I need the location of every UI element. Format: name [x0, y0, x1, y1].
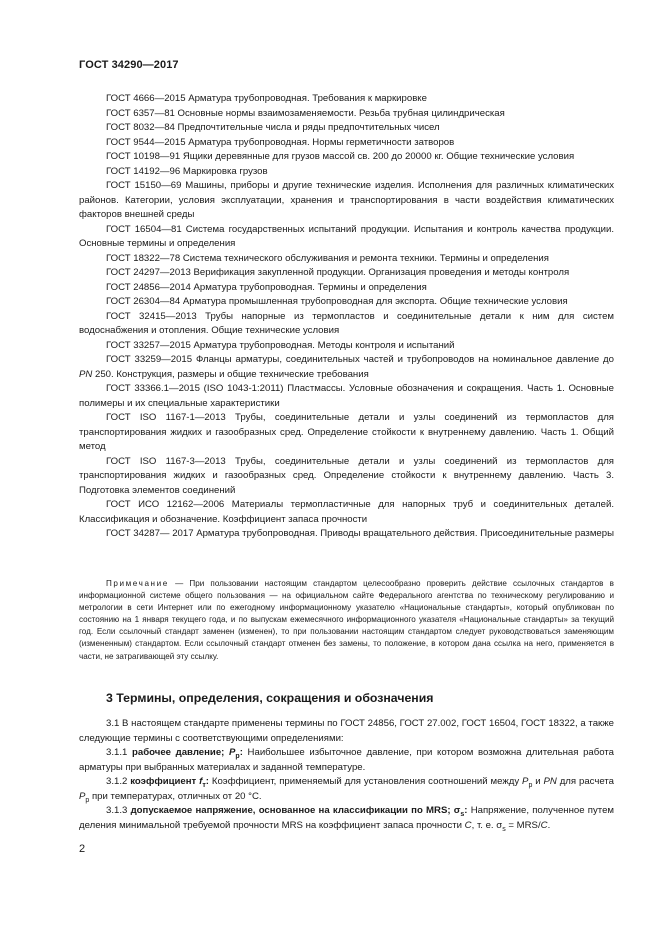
term-colon: : — [464, 805, 468, 816]
reference-item: ГОСТ 18322—78 Система технического обслуживания и ремонта техники. Термины и определения — [106, 252, 549, 264]
section-heading: 3 Термины, определения, сокращения и обозначения — [106, 691, 434, 705]
reference-item: ГОСТ ISO 1167-1—2013 Трубы, соединительные детали и узлы соединений из термопластов для транспортирования жидких и газообразных сред. Определение стойкости к внутреннему давлению. Часть 1. Общий метод — [79, 412, 614, 452]
reference-italic: PN — [79, 368, 93, 380]
note-paragraph — [79, 578, 614, 663]
term-title — [131, 805, 468, 816]
reference-item: ГОСТ 33257—2015 Арматура трубопроводная. Методы контроля и испытаний — [106, 339, 455, 351]
term-number: 3.1.2 — [106, 776, 131, 787]
term-symbol: f — [199, 776, 203, 787]
reference-item: ГОСТ 33366.1—2015 (ISO 1043-1:2011) Пластмассы. Условные обозначения и сокращения. Часть 1. Основные полимеры и их специальные характеристики — [79, 383, 614, 409]
term-colon: : — [205, 776, 209, 787]
term-definition: . — [547, 819, 551, 831]
document-header: ГОСТ 34290—2017 — [79, 59, 179, 71]
reference-item: ГОСТ 6357—81 Основные нормы взаимозаменяемости. Резьба трубная цилиндрическая — [106, 107, 505, 119]
term-definition: , т. е. σ — [471, 819, 503, 831]
term-symbol: P — [522, 776, 529, 787]
term-name: рабочее давление; — [132, 747, 230, 758]
reference-item: ГОСТ 24856—2014 Арматура трубопроводная. Термины и определения — [106, 281, 427, 293]
term-definition: Коэффициент, применяемый для установления соотношений между — [208, 776, 523, 787]
term-definition: = MRS/ — [505, 819, 541, 831]
note-block — [79, 578, 614, 663]
term-3-1-2 — [79, 775, 614, 804]
term-symbol: P — [79, 790, 86, 802]
reference-item: ГОСТ 9544—2015 Арматура трубопроводная. Нормы герметичности затворов — [106, 136, 455, 148]
term-definition: для расчета — [556, 776, 614, 787]
reference-text: 250. Конструкция, размеры и общие технические требования — [92, 368, 369, 380]
paragraph-3-1: 3.1 В настоящем стандарте применены термины по ГОСТ 24856, ГОСТ 27.002, ГОСТ 16504, ГОСТ 18322, а также следующие термины с соответствующими определениями: — [79, 718, 614, 744]
reference-text: ГОСТ 33259—2015 Фланцы арматуры, соединительных частей и трубопроводов на номинальное давление до — [106, 354, 614, 365]
reference-item: ГОСТ 10198—91 Ящики деревянные для грузов массой св. 200 до 20000 кг. Общие технические условия — [106, 151, 575, 162]
term-symbol: C — [540, 819, 548, 831]
reference-item: ГОСТ 16504—81 Система государственных испытаний продукции. Испытания и контроль качества продукции. Основные термины и определения — [79, 223, 614, 249]
reference-item: ГОСТ 34287— 2017 Арматура трубопроводная. Приводы вращательного действия. Присоединительные размеры — [106, 528, 614, 539]
reference-item: ГОСТ 4666—2015 Арматура трубопроводная. Требования к маркировке — [106, 93, 427, 104]
terms-section — [79, 717, 614, 833]
term-definition: Напряжение, полученное путем деления минимальной требуемой прочности MRS на коэффициент запаса прочности — [79, 805, 614, 831]
term-symbol: P — [229, 747, 236, 758]
term-symbol-sub: р — [235, 752, 240, 760]
term-colon: : — [239, 747, 243, 758]
reference-item: ГОСТ 15150—69 Машины, приборы и другие технические изделия. Исполнения для различных климатических районов. Категории, условия эксплуатации, хранения и транспортирования в части воздействия климатических факторов внешней среды — [79, 180, 614, 220]
term-title — [130, 776, 209, 787]
term-definition: и — [532, 776, 544, 787]
reference-item — [79, 353, 614, 382]
term-definition: при температурах, отличных от 20 °С. — [89, 790, 262, 802]
term-3-1-1 — [79, 746, 614, 775]
reference-item: ГОСТ 32415—2013 Трубы напорные из термопластов и соединительные детали к ним для систем водоснабжения и отопления. Общие технические условия — [79, 310, 614, 336]
normative-references-list — [79, 92, 614, 542]
reference-item: ГОСТ ИСО 12162—2006 Материалы термопластичные для напорных труб и соединительных деталей. Классификация и обозначение. Коэффициент запаса прочности — [79, 499, 614, 525]
reference-item: ГОСТ 26304—84 Арматура промышленная трубопроводная для экспорта. Общие технические условия — [106, 296, 568, 307]
term-name: допускаемое напряжение, основанное на классификации по MRS; σ — [130, 805, 461, 816]
reference-item: ГОСТ 8032—84 Предпочтительные числа и ряды предпочтительных чисел — [106, 122, 440, 133]
page-number: 2 — [79, 843, 86, 855]
term-definition: Наибольшее избыточное давление, при котором возможна длительная работа арматуры при выбранных материалах и заданной температуре. — [79, 747, 615, 773]
term-number: 3.1.3 — [106, 805, 131, 816]
reference-item: ГОСТ 24297—2013 Верификация закупленной продукции. Организация проведения и методы контроля — [106, 267, 570, 278]
reference-item: ГОСТ ISO 1167-3—2013 Трубы, соединительные детали и узлы соединений из термопластов для транспортирования жидких и газообразных сред. Определение стойкости к внутреннему давлению. Часть 3. Подготовка элементов соединений — [79, 455, 614, 496]
note-text: — При пользовании настоящим стандартом целесообразно проверить действие ссылочных стандартов в информационной системе общего пользования — на официальном сайте Федерального агентства по техническому регулированию и метрологии в сети Интернет или по ежегодному информационному указателю «Национальные стандарты», который опубликован по состоянию на 1 января текущего года, и по выпускам ежемесячного информационного указателя «Национальные стандарты» за текущий год. Если ссылочный стандарт заменен (изменен), то при пользовании настоящим стандартом следует руководствоваться заменяющим (измененным) стандартом. Если ссылочный стандарт отменен без замены, то положение, в котором дана ссылка на него, применяется в части, не затрагивающей эту ссылку. — [79, 579, 614, 661]
term-symbol-sub: s — [460, 810, 465, 818]
reference-item: ГОСТ 14192—96 Маркировка грузов — [106, 165, 268, 177]
term-title — [132, 747, 243, 758]
term-symbol: PN — [543, 776, 557, 787]
term-symbol: C — [464, 819, 472, 831]
term-symbol-sub: s — [502, 825, 506, 833]
term-name: коэффициент — [130, 776, 200, 787]
note-label: Примечание — [106, 579, 169, 588]
term-3-1-3 — [79, 804, 614, 833]
term-symbol-sub: т — [202, 781, 206, 789]
term-symbol-sub: р — [85, 796, 90, 804]
term-number: 3.1.1 — [106, 747, 132, 758]
term-symbol-sub: р — [528, 781, 533, 789]
